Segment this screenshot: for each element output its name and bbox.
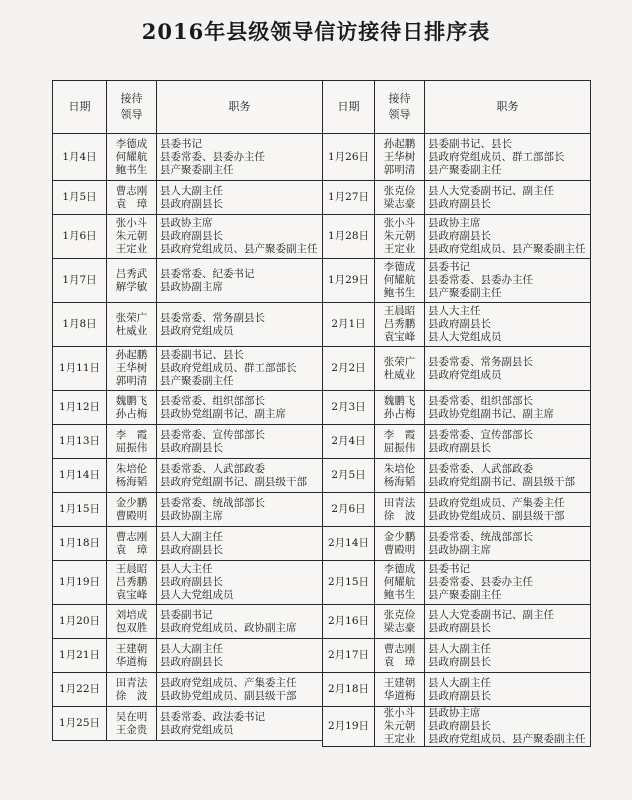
duty-title: 县政府党组成员、群工部部长 [160,362,297,374]
cell-date: 1月11日 [53,347,107,391]
cell-duties [157,259,323,303]
leader-name: 金少鹏 [383,530,416,543]
duty-title: 县政协主席 [428,217,481,229]
cell-date: 2月2日 [323,347,375,391]
schedule-table-left [52,80,323,741]
leader-name: 华道梅 [383,689,416,702]
header-duty: 职务 [157,81,323,134]
leader-name: 曹殿明 [383,543,416,556]
cell-date: 1月15日 [53,493,107,527]
table-row [53,493,323,527]
duty-title: 县人大党组成员 [160,589,234,601]
table-row [53,303,323,347]
leader-name: 袁 璋 [115,543,148,556]
duty-title: 县政协副主席 [160,280,223,293]
header-leader: 接待 领导 [107,81,157,134]
table-row [53,425,323,459]
cell-date: 1月25日 [53,707,107,741]
leader-name: 李德成 [383,261,416,273]
cell-duties [157,493,323,527]
table-row [323,561,591,605]
duty-title: 县政府副县长 [160,655,223,668]
cell-duties [425,561,591,605]
table-row [53,605,323,639]
duty-title: 县委常委、常务副县长 [428,355,533,368]
duty-title: 县委常委、人武部政委 [428,462,533,475]
cell-leaders [375,259,425,303]
leader-name: 朱元朝 [115,230,148,242]
header-row [323,81,591,134]
leader-name: 魏鹏飞 [115,394,148,407]
table-row [323,134,591,181]
cell-date: 2月5日 [323,459,375,493]
cell-date: 1月22日 [53,673,107,707]
leader-name: 梁志豪 [383,621,416,634]
leader-name: 王定业 [383,243,416,255]
cell-leaders [107,639,157,673]
cell-duties [425,493,591,527]
cell-date: 2月16日 [323,605,375,639]
duty-title: 县政府副县长 [428,441,491,454]
duty-title: 县产聚委副主任 [428,589,502,601]
table-row [323,215,591,259]
cell-duties [425,259,591,303]
cell-duties [425,639,591,673]
leader-name: 王晨昭 [383,305,416,317]
leader-name: 袁宝峰 [115,589,148,601]
table-row [323,459,591,493]
cell-date: 1月18日 [53,527,107,561]
duty-title: 县人大党委副书记、副主任 [428,184,554,197]
cell-leaders [107,425,157,459]
leader-name: 何耀航 [115,150,148,163]
leader-name: 屈振伟 [115,441,148,454]
duty-title: 县委常委、县委办主任 [428,274,533,286]
cell-leaders [375,391,425,425]
duty-title: 县委副书记 [160,608,213,621]
duty-title: 县委常委、统战部部长 [160,496,265,509]
cell-date: 1月4日 [53,134,107,181]
leader-name: 张荣广 [383,355,416,368]
duty-title: 县委常委、常务副县长 [160,311,265,324]
cell-date: 1月20日 [53,605,107,639]
cell-duties [157,639,323,673]
cell-duties [157,347,323,391]
cell-leaders [107,561,157,605]
duty-title: 县政协主席 [160,217,213,229]
duty-title: 县政府副县长 [428,689,491,702]
leader-name: 华道梅 [115,655,148,668]
leader-name: 张荣广 [115,311,148,324]
cell-leaders [375,459,425,493]
leader-name: 郭明清 [383,163,416,176]
leader-name: 何耀航 [383,576,416,588]
duty-title: 县政府党组成员、产集委主任 [160,676,297,689]
table-row [323,639,591,673]
cell-duties [425,134,591,181]
duty-title: 县委常委、纪委书记 [160,267,255,280]
table-row [53,639,323,673]
duty-title: 县政府党组成员、政协副主席 [160,621,297,634]
cell-date: 2月18日 [323,673,375,707]
leader-name: 王建朝 [383,676,416,689]
cell-duties [157,561,323,605]
cell-date: 1月12日 [53,391,107,425]
cell-duties [157,134,323,181]
leader-name: 吕秀鹏 [115,576,148,588]
cell-leaders [107,181,157,215]
leader-name: 王建朝 [115,642,148,655]
cell-duties [157,303,323,347]
table-row [323,707,591,747]
cell-leaders [375,425,425,459]
leader-name: 朱元朝 [383,230,416,242]
leader-name: 朱培伦 [383,462,416,475]
duty-title: 县政府党组副书记、副县级干部 [428,475,575,488]
duty-title: 县政府副县长 [160,197,223,210]
duty-title: 县委常委、组织部部长 [160,394,265,407]
table-row [53,134,323,181]
table-row [53,527,323,561]
leader-name: 何耀航 [383,274,416,286]
leader-name: 孙起鹏 [383,137,416,150]
leader-name: 魏鹏飞 [383,394,416,407]
header-row [53,81,323,134]
cell-date: 2月4日 [323,425,375,459]
duty-title: 县委常委、政法委书记 [160,710,265,723]
duty-title: 县产聚委副主任 [160,375,234,387]
table-row [323,673,591,707]
leader-name: 曹志刚 [115,184,148,197]
duty-title: 县委副书记、县长 [160,349,244,361]
cell-duties [157,527,323,561]
cell-date: 1月13日 [53,425,107,459]
leader-name: 袁 璋 [115,197,148,210]
cell-leaders [375,303,425,347]
cell-date: 2月19日 [323,707,375,747]
table-row [53,215,323,259]
cell-leaders [107,707,157,741]
duty-title: 县产聚委副主任 [428,287,502,299]
leader-name: 徐 波 [115,689,148,702]
header-date: 日期 [53,81,107,134]
leader-name: 田青法 [383,496,416,509]
table-row [53,673,323,707]
duty-title: 县委书记 [160,137,202,150]
cell-date: 1月8日 [53,303,107,347]
table-row [323,425,591,459]
leader-name: 张小斗 [115,217,148,229]
leader-name: 杨海韬 [115,475,148,488]
cell-duties [157,425,323,459]
leader-name: 屈振伟 [383,441,416,454]
cell-date: 1月26日 [323,134,375,181]
header-date: 日期 [323,81,375,134]
leader-name: 王金贵 [115,723,148,736]
cell-duties [425,181,591,215]
duty-title: 县政府副县长 [428,318,491,330]
cell-date: 2月17日 [323,639,375,673]
leader-name: 吴在明 [115,710,148,723]
leader-name: 郭明清 [115,375,148,387]
duty-title: 县人大副主任 [428,642,491,655]
duty-title: 县委书记 [428,563,470,575]
leader-name: 解学敏 [115,280,148,293]
duty-title: 县政府党组成员、产集委主任 [428,496,565,509]
duty-title: 县人大副主任 [428,676,491,689]
duty-title: 县委常委、统战部部长 [428,530,533,543]
duty-title: 县政府副县长 [428,720,491,732]
duty-title: 县政府副县长 [428,621,491,634]
cell-leaders [107,347,157,391]
leader-name: 袁宝峰 [383,331,416,343]
leader-name: 吕秀武 [115,267,148,280]
duty-title: 县人大副主任 [160,184,223,197]
duty-title: 县政协副主席 [428,543,491,556]
duty-title: 县人大副主任 [160,530,223,543]
leader-name: 张小斗 [383,707,416,719]
cell-leaders [107,259,157,303]
cell-leaders [375,215,425,259]
cell-duties [425,303,591,347]
table-row [323,303,591,347]
cell-duties [425,673,591,707]
duty-title: 县政府党组成员、县产聚委副主任 [428,733,586,745]
cell-leaders [375,707,425,747]
duty-title: 县政府党组副书记、副县级干部 [160,475,307,488]
cell-leaders [375,134,425,181]
cell-date: 1月19日 [53,561,107,605]
duty-title: 县委常委、宣传部部长 [160,428,265,441]
cell-duties [157,707,323,741]
leader-name: 徐 波 [383,509,416,522]
duty-title: 县政府副县长 [428,230,491,242]
cell-date: 1月29日 [323,259,375,303]
duty-title: 县委副书记、县长 [428,137,512,150]
schedule-table-right [322,80,591,747]
leader-name: 梁志豪 [383,197,416,210]
cell-duties [157,181,323,215]
cell-leaders [107,459,157,493]
leader-name: 王定业 [115,243,148,255]
table-row [53,561,323,605]
leader-name: 王定业 [383,733,416,745]
cell-leaders [375,527,425,561]
duty-title: 县政府党组成员 [428,368,502,381]
cell-duties [425,215,591,259]
cell-duties [425,459,591,493]
duty-title: 县政协党组副书记、副主席 [428,407,554,420]
duty-title: 县政府党组成员 [160,723,234,736]
duty-title: 县政协党组成员、副县级干部 [428,509,565,522]
duty-title: 县人大党组成员 [428,331,502,343]
table-row [53,181,323,215]
leader-name: 金少鹏 [115,496,148,509]
leader-name: 孙起鹏 [115,349,148,361]
cell-leaders [107,215,157,259]
duty-title: 县政府副县长 [160,230,223,242]
table-row [323,527,591,561]
leader-name: 鲍书生 [115,163,148,176]
duty-title: 县政府党组成员、县产聚委副主任 [428,243,586,255]
cell-date: 2月6日 [323,493,375,527]
leader-name: 包双胜 [115,621,148,634]
leader-name: 朱培伦 [115,462,148,475]
table-row [323,493,591,527]
table-row [323,605,591,639]
cell-date: 1月6日 [53,215,107,259]
duty-title: 县政府党组成员、县产聚委副主任 [160,243,318,255]
leader-name: 孙占梅 [115,407,148,420]
cell-duties [157,673,323,707]
duty-title: 县政府副县长 [160,576,223,588]
table-row [53,347,323,391]
cell-duties [425,707,591,747]
cell-leaders [375,493,425,527]
leader-name: 朱元朝 [383,720,416,732]
cell-leaders [375,561,425,605]
duty-title: 县委常委、组织部部长 [428,394,533,407]
cell-leaders [375,639,425,673]
duty-title: 县政协党组成员、副县级干部 [160,689,297,702]
cell-leaders [107,527,157,561]
leader-name: 张小斗 [383,217,416,229]
leader-name: 田青法 [115,676,148,689]
page-title: 2016年县级领导信访接待日排序表 [141,19,491,44]
cell-duties [157,215,323,259]
cell-date: 2月14日 [323,527,375,561]
table-row [323,259,591,303]
leader-name: 杜威业 [115,324,148,337]
cell-leaders [375,673,425,707]
leader-name: 李德成 [383,563,416,575]
leader-name: 李德成 [115,137,148,150]
cell-duties [157,605,323,639]
duty-title: 县人大副主任 [160,642,223,655]
leader-name: 鲍书生 [383,287,416,299]
table-row [323,181,591,215]
cell-date: 1月14日 [53,459,107,493]
leader-name: 张克俭 [383,184,416,197]
cell-leaders [107,673,157,707]
header-duty: 职务 [425,81,591,134]
leader-name: 李 霞 [115,428,148,441]
table-row [323,347,591,391]
cell-date: 1月21日 [53,639,107,673]
duty-title: 县委常委、人武部政委 [160,462,265,475]
table-row [53,459,323,493]
leader-name: 王华树 [383,150,416,163]
duty-title: 县委常委、县委办主任 [428,576,533,588]
leader-name: 曹殿明 [115,509,148,522]
duty-title: 县政协主席 [428,707,481,719]
leader-name: 李 霞 [383,428,416,441]
cell-leaders [375,181,425,215]
cell-leaders [107,391,157,425]
header-leader: 接待 领导 [375,81,425,134]
duty-title: 县委常委、县委办主任 [160,150,265,163]
leader-name: 孙占梅 [383,407,416,420]
duty-title: 县政协副主席 [160,509,223,522]
leader-name: 袁 璋 [383,655,416,668]
cell-duties [425,391,591,425]
cell-duties [425,605,591,639]
duty-title: 县政府副县长 [160,441,223,454]
table-row [323,391,591,425]
cell-date: 1月27日 [323,181,375,215]
leader-name: 刘培成 [115,608,148,621]
duty-title: 县政协党组副书记、副主席 [160,407,286,420]
cell-date: 2月15日 [323,561,375,605]
leader-name: 王华树 [115,362,148,374]
duty-title: 县产聚委副主任 [428,163,502,176]
duty-title: 县委书记 [428,261,470,273]
table-row [53,707,323,741]
cell-date: 1月28日 [323,215,375,259]
duty-title: 县产聚委副主任 [160,163,234,176]
duty-title: 县政府副县长 [160,543,223,556]
cell-duties [425,347,591,391]
cell-date: 2月1日 [323,303,375,347]
cell-duties [425,527,591,561]
duty-title: 县人大主任 [160,563,213,575]
cell-leaders [107,134,157,181]
duty-title: 县人大党委副书记、副主任 [428,608,554,621]
table-row [53,391,323,425]
leader-name: 杜威业 [383,368,416,381]
table-row [53,259,323,303]
leader-name: 张克俭 [383,608,416,621]
cell-leaders [375,605,425,639]
leader-name: 鲍书生 [383,589,416,601]
leader-name: 吕秀鹏 [383,318,416,330]
leader-name: 曹志刚 [115,530,148,543]
cell-leaders [375,347,425,391]
cell-date: 1月7日 [53,259,107,303]
leader-name: 王晨昭 [115,563,148,575]
leader-name: 曹志刚 [383,642,416,655]
duty-title: 县政府党组成员 [160,324,234,337]
cell-date: 2月3日 [323,391,375,425]
duty-title: 县人大主任 [428,305,481,317]
leader-name: 杨海韬 [383,475,416,488]
cell-leaders [107,303,157,347]
cell-duties [157,459,323,493]
cell-date: 1月5日 [53,181,107,215]
cell-leaders [107,605,157,639]
cell-duties [157,391,323,425]
cell-duties [425,425,591,459]
cell-leaders [107,493,157,527]
duty-title: 县政府副县长 [428,197,491,210]
duty-title: 县政府党组成员、群工部部长 [428,150,565,163]
duty-title: 县委常委、宣传部部长 [428,428,533,441]
duty-title: 县政府副县长 [428,655,491,668]
